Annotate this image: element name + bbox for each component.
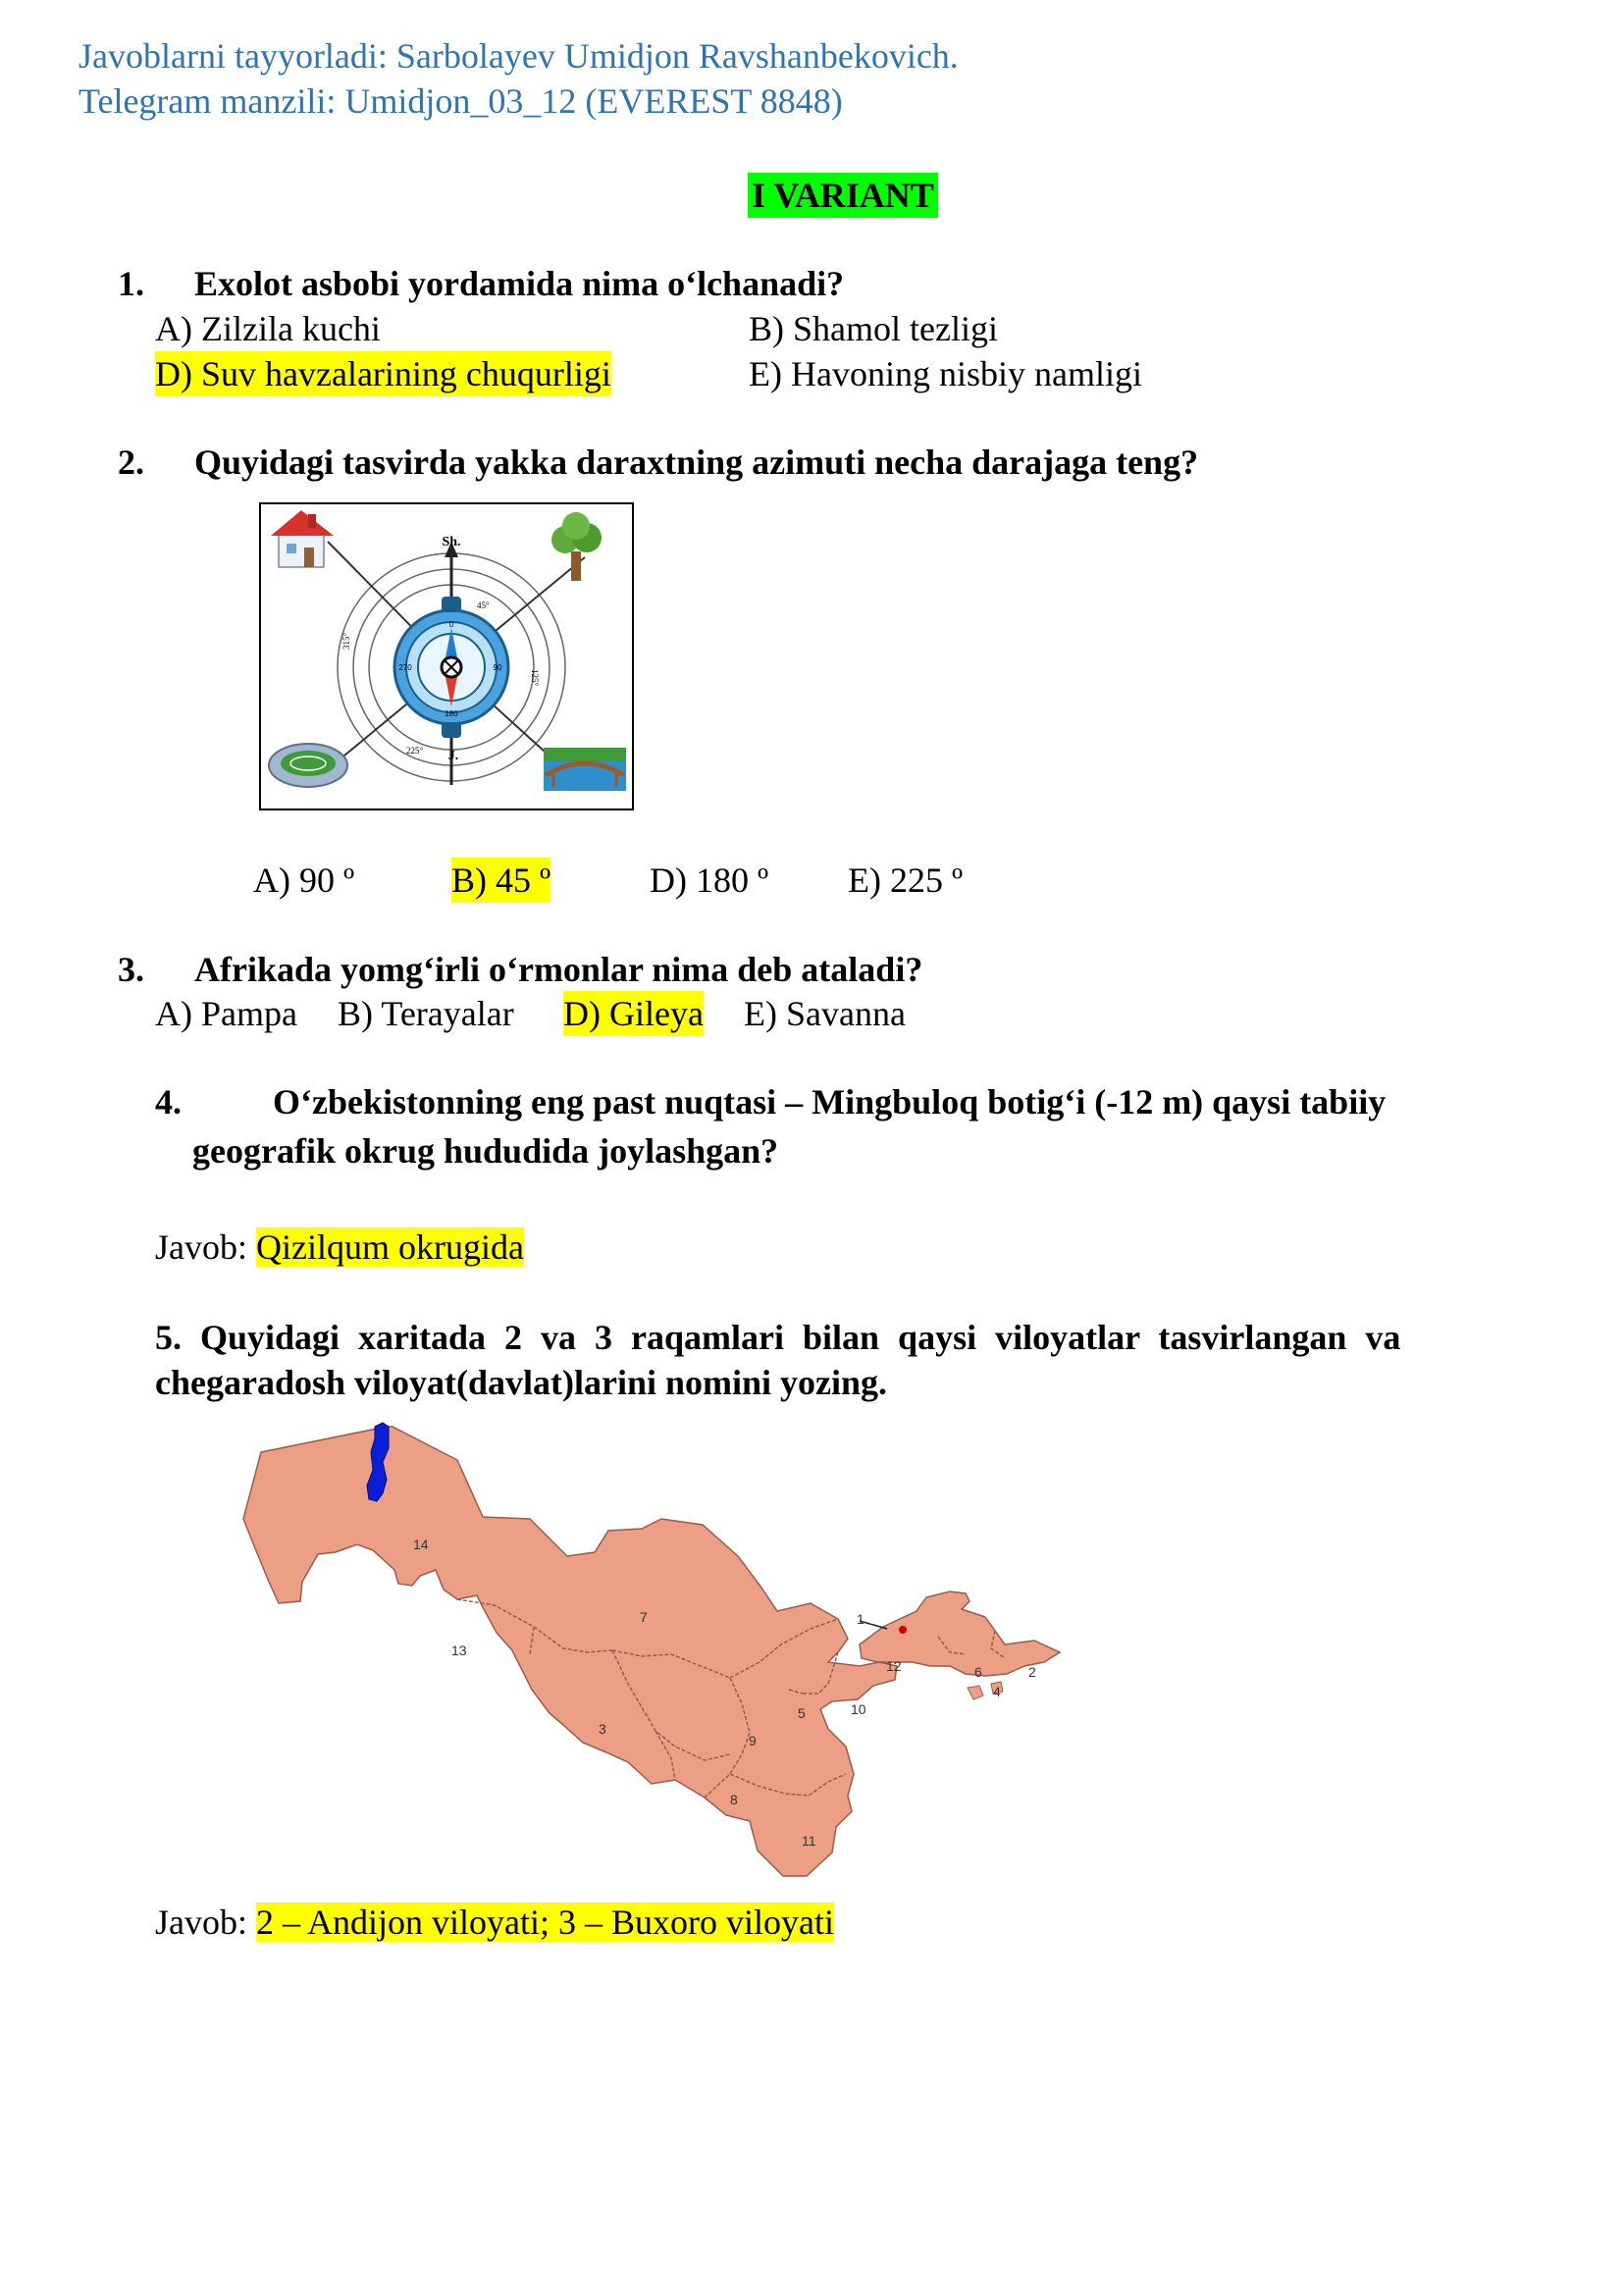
question-2 — [118, 440, 1198, 485]
map-label-10: 10 — [851, 1701, 866, 1717]
angle-315-label: 315° — [341, 632, 351, 650]
q2-option-e: E) 225 º — [848, 861, 964, 900]
question-text: Quyidagi tasvirda yakka daraxtning azimuti necha darajaga teng? — [194, 443, 1199, 482]
compass-180-mark: 180 — [445, 709, 458, 718]
q3-option-a: A) Pampa — [155, 994, 297, 1033]
q3-option-e: E) Savanna — [744, 994, 906, 1033]
map-label-12: 12 — [886, 1658, 902, 1674]
question-5-line1: 5. Quyidagi xaritada 2 va 3 raqamlari bilan qaysi viloyatlar tasvirlangan va — [155, 1318, 1401, 1357]
map-label-11: 11 — [802, 1833, 816, 1849]
question-number: 1. — [118, 264, 144, 303]
map-label-2: 2 — [1028, 1664, 1036, 1680]
question-number: 3. — [118, 950, 144, 989]
map-label-5: 5 — [798, 1705, 806, 1721]
compass-270-mark: 270 — [398, 663, 412, 672]
question-1 — [118, 261, 844, 306]
south-label: J. — [447, 749, 459, 763]
question-text: Afrikada yomg‘irli o‘rmonlar nima deb ataladi? — [194, 950, 923, 989]
answer-label: Javob: — [155, 1903, 256, 1942]
bridge-icon — [544, 748, 626, 791]
question-3 — [118, 947, 922, 992]
map-label-9: 9 — [749, 1733, 757, 1748]
map-label-4: 4 — [993, 1684, 1001, 1699]
uzbekistan-map — [239, 1409, 1083, 1900]
q1-option-b: B) Shamol tezligi — [749, 309, 998, 348]
question-number: 2. — [118, 443, 144, 482]
question-number: 4. — [155, 1082, 182, 1121]
q3-option-b: B) Terayalar — [338, 994, 514, 1033]
q2-option-d: D) 180 º — [650, 861, 769, 900]
compass-0-mark: 0 — [448, 620, 454, 629]
answer-text: 2 – Andijon viloyati; 3 – Buxoro viloyati — [256, 1903, 834, 1942]
question-4-line2: geografik okrug hududida joylashgan? — [192, 1131, 779, 1171]
question-text-line1: O‘zbekistonning eng past nuqtasi – Mingbuloq botig‘i (-12 m) qaysi tabiiy — [273, 1082, 1387, 1121]
map-label-13: 13 — [451, 1643, 467, 1658]
north-label: Sh. — [442, 535, 461, 549]
question-text: Exolot asbobi yordamida nima o‘lchanadi? — [194, 264, 845, 303]
question-4 — [155, 1079, 1509, 1124]
map-label-6: 6 — [974, 1664, 982, 1680]
author-line: Javoblarni tayyorladi: Sarbolayev Umidjon Ravshanbekovich. — [79, 36, 959, 76]
q4-answer — [155, 1225, 524, 1270]
q2-option-b-correct: B) 45 º — [451, 858, 550, 903]
q1-option-e: E) Havoning nisbiy namligi — [749, 354, 1142, 393]
author-header — [79, 33, 959, 124]
q1-option-d-correct: D) Suv havzalarining chuqurligi — [155, 351, 611, 396]
map-label-8: 8 — [730, 1792, 738, 1807]
q2-option-a: A) 90 º — [253, 861, 355, 900]
q5-answer — [155, 1900, 834, 1945]
map-label-1: 1 — [857, 1611, 864, 1627]
answer-label: Javob: — [155, 1227, 256, 1267]
question-5-line2: chegaradosh viloyat(davlat)larini nomini yozing. — [155, 1363, 888, 1402]
angle-125-label: 125° — [530, 669, 540, 687]
map-label-3: 3 — [599, 1721, 606, 1737]
answer-text: Qizilqum okrugida — [256, 1227, 524, 1267]
variant-title: I VARIANT — [748, 173, 938, 218]
map-label-7: 7 — [640, 1609, 648, 1625]
q1-option-a: A) Zilzila kuchi — [155, 309, 381, 348]
compass-azimuth-figure — [259, 502, 634, 810]
q3-option-d-correct: D) Gileya — [563, 991, 704, 1036]
angle-225-label: 225° — [406, 746, 424, 756]
telegram-line: Telegram manzili: Umidjon_03_12 (EVEREST 8848) — [79, 81, 843, 121]
angle-45-label: 45° — [477, 600, 490, 610]
compass-90-mark: 90 — [493, 663, 502, 672]
stadium-icon — [269, 744, 347, 787]
map-label-14: 14 — [413, 1537, 429, 1552]
